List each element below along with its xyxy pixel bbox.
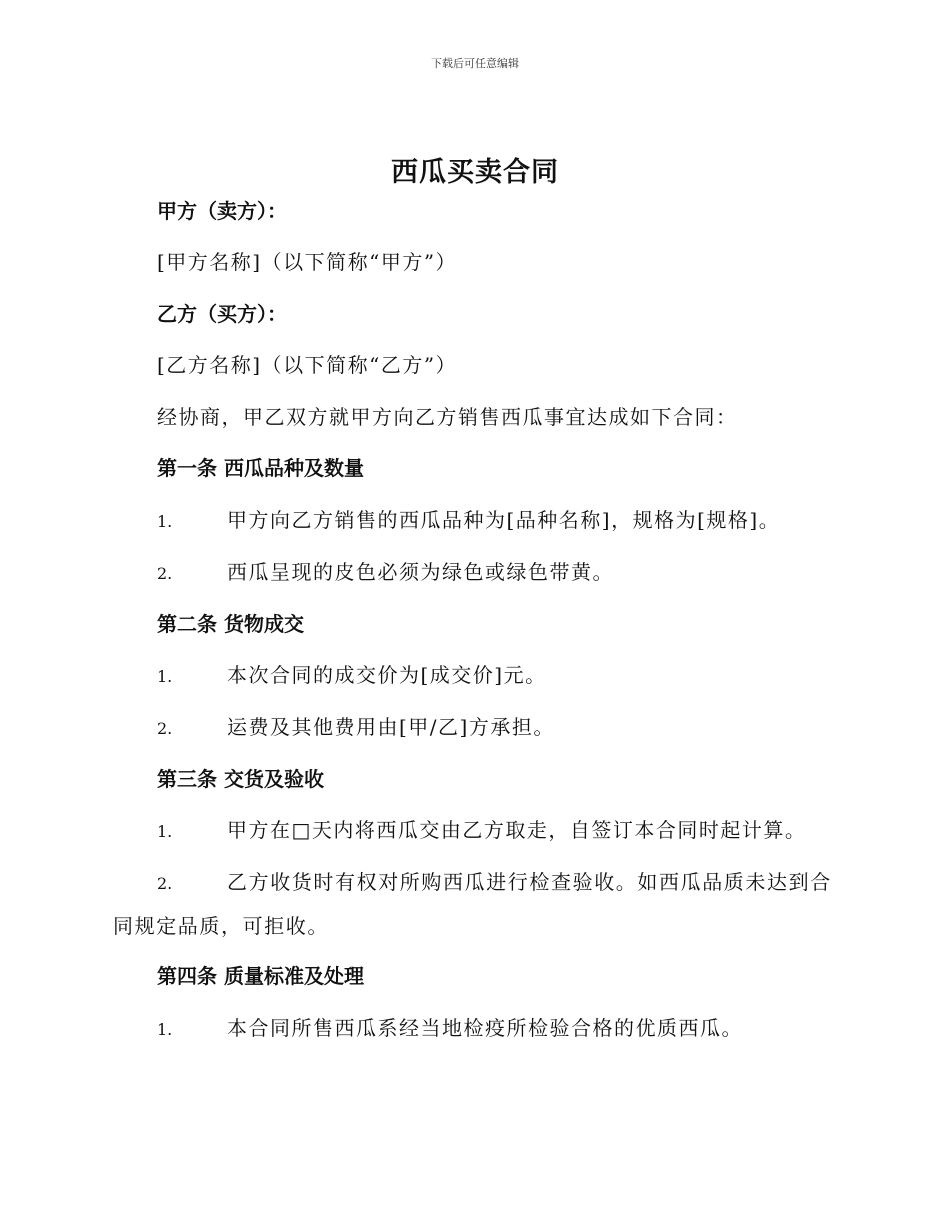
article-2-item-2 [157, 712, 555, 744]
item-number: 2. [157, 874, 173, 893]
party-a-heading: 甲方（卖方）： [157, 199, 287, 223]
item-number: 2. [157, 564, 173, 583]
article-1-heading: 第一条 西瓜品种及数量 [157, 456, 364, 480]
item-text: 运费及其他费用由[甲/乙]方承担。 [227, 715, 555, 739]
item-number: 2. [157, 719, 173, 738]
article-3-item-1 [157, 815, 806, 847]
header-note: 下载后可任意编辑 [431, 57, 519, 70]
article-3-heading: 第三条 交货及验收 [157, 767, 324, 791]
item-text: 甲方在□天内将西瓜交由乙方取走，自签订本合同时起计算。 [227, 818, 807, 842]
item-text: 乙方收货时有权对所购西瓜进行检查验收。如西瓜品质未达到合同规定品质，可拒收。 [113, 870, 832, 938]
item-text: 本次合同的成交价为[成交价]元。 [227, 663, 547, 687]
item-number: 1. [157, 667, 173, 686]
party-b-name-line: [乙方名称]（以下简称“乙方”） [157, 353, 458, 377]
article-2-heading: 第二条 货物成交 [157, 612, 304, 636]
article-4-heading: 第四条 质量标准及处理 [157, 964, 364, 988]
item-number: 1. [157, 1020, 173, 1039]
article-1-item-1 [157, 505, 780, 537]
item-number: 1. [157, 512, 173, 531]
article-4-item-1 [157, 1013, 743, 1045]
article-1-item-2 [157, 557, 614, 589]
item-text: 甲方向乙方销售的西瓜品种为[品种名称]，规格为[规格]。 [227, 508, 781, 532]
intro-paragraph: 经协商，甲乙双方就甲方向乙方销售西瓜事宜达成如下合同： [157, 405, 738, 429]
item-text: 西瓜呈现的皮色必须为绿色或绿色带黄。 [227, 560, 614, 584]
article-2-item-1 [157, 660, 547, 692]
item-text: 本合同所售西瓜系经当地检疫所检验合格的优质西瓜。 [227, 1016, 743, 1040]
party-a-name-line: [甲方名称]（以下简称“甲方”） [157, 250, 458, 274]
item-number: 1. [157, 822, 173, 841]
party-b-heading: 乙方（买方）： [157, 302, 287, 326]
document-title: 西瓜买卖合同 [391, 157, 559, 188]
article-3-item-2 [113, 861, 843, 948]
